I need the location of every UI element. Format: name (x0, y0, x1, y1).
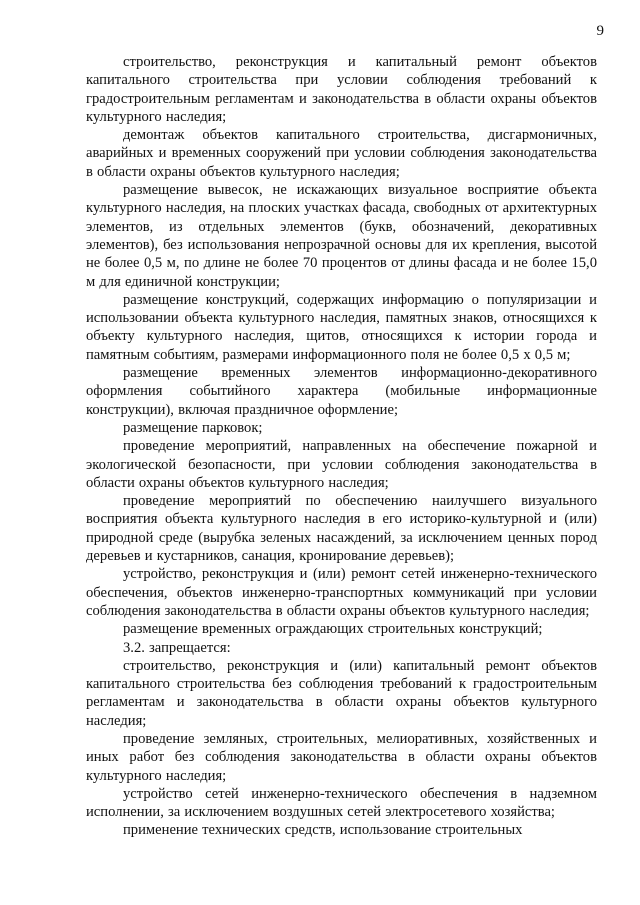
paragraph: размещение вывесок, не искажающих визуальное восприятие объекта культурного наследия, на плоских участках фасада, свободных от архитектурных элементов, из отдельных элементов (букв, обозначений, декоративных элементов), без использования непрозрачной основы для их крепления, высотой не более 0,5 м, по длине не более 70 процентов от длины фасада и не более 15,0 м для единичной конструкции; (86, 182, 597, 290)
paragraph: строительство, реконструкция и (или) капитальный ремонт объектов капитального строительства без соблюдения требований к градостроительным регламентам и законодательства в области охраны объектов культурного наследия; (86, 657, 597, 729)
paragraph: демонтаж объектов капитального строительства, дисгармоничных, аварийных и временных сооружений при условии соблюдения законодательства в области охраны объектов культурного наследия; (86, 127, 597, 180)
paragraph: проведение мероприятий по обеспечению наилучшего визуального восприятия объекта культурного наследия в его историко-культурной и (или) природной среде (вырубка зеленых насаждений, за исключением ценных пород деревьев и кустарников, санация, кронирование деревьев); (86, 493, 597, 565)
paragraph: размещение конструкций, содержащих информацию о популяризации и использовании объекта культурного наследия, памятных знаков, относящихся к объекту культурного наследия, щитов, относящихся к истории города и памятным событиям, размерами информационного поля не более 0,5 х 0,5 м; (86, 291, 597, 363)
paragraph: применение технических средств, использование строительных (123, 822, 523, 839)
document-body (86, 53, 597, 840)
paragraph: строительство, реконструкция и капитальный ремонт объектов капитального строительства при условии соблюдения требований к градостроительным регламентам и законодательства в области охраны объектов культурного наследия; (86, 54, 597, 125)
paragraph: размещение парковок; (123, 419, 263, 436)
paragraph: проведение мероприятий, направленных на обеспечение пожарной и экологической безопасности, при условии соблюдения законодательства в области охраны объектов культурного наследия; (86, 438, 597, 491)
page-number: 9 (596, 23, 604, 39)
paragraph: размещение временных ограждающих строительных конструкций; (123, 621, 543, 638)
paragraph: устройство, реконструкция и (или) ремонт сетей инженерно-технического обеспечения, объектов инженерно-транспортных коммуникаций при условии соблюдения законодательства в области охраны объектов культурного наследия; (86, 566, 597, 619)
paragraph: проведение земляных, строительных, мелиоративных, хозяйственных и иных работ без соблюдения законодательства в области охраны объектов культурного наследия; (86, 730, 597, 784)
paragraph: размещение временных элементов информационно-декоративного оформления событийного характера (мобильные информационные конструкции), включая праздничное оформление; (86, 365, 597, 418)
section-heading: 3.2. запрещается: (123, 639, 231, 656)
paragraph: устройство сетей инженерно-технического обеспечения в надземном исполнении, за исключением воздушных сетей электросетевого хозяйства; (86, 785, 597, 821)
